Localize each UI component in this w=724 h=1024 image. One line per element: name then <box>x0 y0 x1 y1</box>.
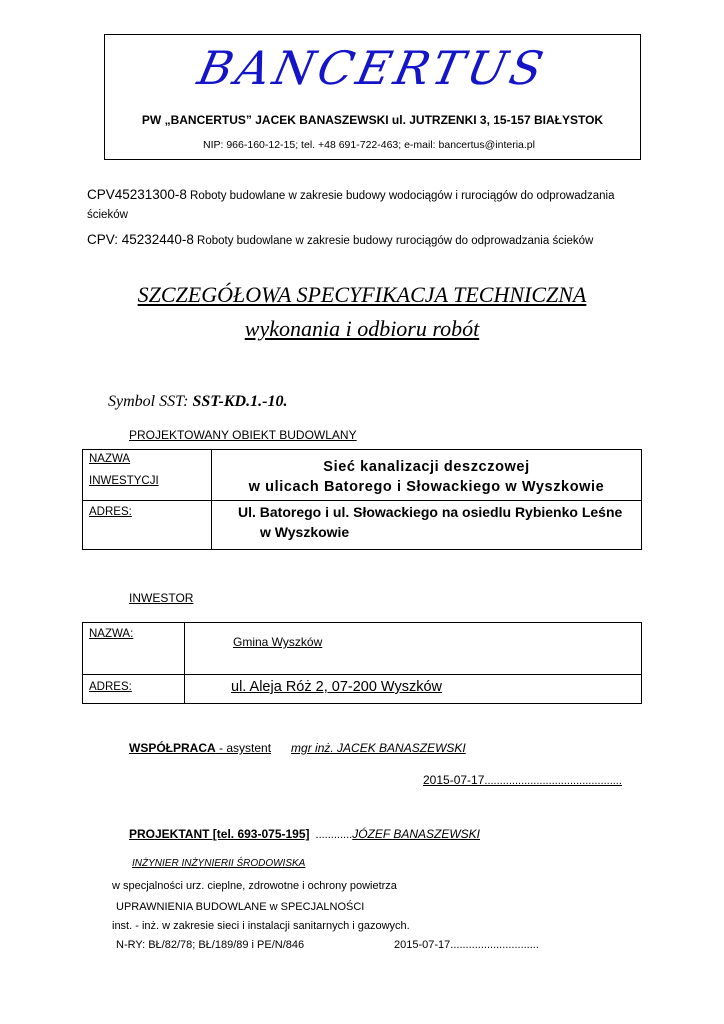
company-logo: BANCERTUS <box>193 41 552 95</box>
designer-name: JÓZEF BANASZEWSKI <box>352 827 481 841</box>
investor-name-label: NAZWA: <box>83 623 185 675</box>
investor-address-value: ul. Aleja Róż 2, 07-200 Wyszków <box>185 675 642 704</box>
company-address: PW „BANCERTUS” JACEK BANASZEWSKI ul. JUTRZENKI 3, 15-157 BIAŁYSTOK <box>141 113 604 127</box>
document-title: SZCZEGÓŁOWA SPECYFIKACJA TECHNICZNA <box>137 282 587 307</box>
designer-license: UPRAWNIENIA BUDOWLANE w SPECJALNOŚCI <box>116 901 365 913</box>
designer-specialty: w specjalności urz. cieplne, zdrowotne i ochrony powietrza <box>112 880 397 892</box>
cooperation-role: - asystent <box>215 741 272 755</box>
cooperation-label: WSPÓŁPRACA <box>129 741 216 755</box>
designer-signature <box>394 939 539 951</box>
cooperation-signature-dots: ............................................. <box>484 775 622 787</box>
investor-address-label: ADRES: <box>83 675 185 704</box>
cpv-code-2: CPV: 45232440-8 <box>87 232 194 247</box>
designer-date: 2015-07-17 <box>394 939 451 951</box>
cooperation-line <box>129 741 466 755</box>
project-heading: PROJEKTOWANY OBIEKT BUDOWLANY <box>129 428 357 442</box>
cpv-code-1: CPV45231300-8 <box>87 187 187 202</box>
designer-title: INŻYNIER INŻYNIERII ŚRODOWISKA <box>132 858 306 869</box>
cpv-line-1 <box>87 186 615 224</box>
document-subtitle: wykonania i odbioru robót <box>244 316 480 341</box>
investor-table <box>82 622 642 704</box>
designer-scope: inst. - inż. w zakresie sieci i instalacji sanitarnych i gazowych. <box>112 920 410 932</box>
cooperation-signature <box>423 773 622 787</box>
designer-label: PROJEKTANT [tel. 693-075-195] <box>129 827 310 841</box>
cpv-text-1: Roboty budowlane w zakresie budowy wodociągów i rurociągów do odprowadzania <box>186 190 615 202</box>
project-address-value: Ul. Batorego i ul. Słowackiego na osiedlu Rybienko Leśne w Wyszkowie <box>212 501 642 550</box>
designer-license-numbers: N-RY: BŁ/82/78; BŁ/189/89 i PE/N/846 <box>116 939 305 951</box>
cooperation-person: mgr inż. JACEK BANASZEWSKI <box>291 741 466 755</box>
project-address-label: ADRES: <box>83 501 212 550</box>
sst-symbol: Symbol SST: SST-KD.1.-10. <box>108 393 288 410</box>
project-name-label: NAZWA INWESTYCJI <box>83 450 212 501</box>
company-contact: NIP: 966-160-12-15; tel. +48 691-722-463; e-mail: bancertus@interia.pl <box>203 139 535 151</box>
cpv-line-2 <box>87 231 593 250</box>
cpv-text-2: Roboty budowlane w zakresie budowy rurociągów do odprowadzania ścieków <box>193 235 594 247</box>
letterhead-box <box>104 34 641 160</box>
project-table <box>82 449 642 550</box>
cooperation-date: 2015-07-17 <box>423 773 485 787</box>
cpv-text-1-cont: ścieków <box>87 209 128 221</box>
investor-name-value: Gmina Wyszków <box>185 623 642 675</box>
project-name-value: Sieć kanalizacji deszczowej w ulicach Batorego i Słowackiego w Wyszkowie <box>212 450 642 501</box>
investor-heading: INWESTOR <box>129 591 194 605</box>
sst-symbol-value: SST-KD.1.-10. <box>192 393 288 410</box>
designer-signature-dots: ............................. <box>450 939 539 951</box>
designer-dots: ............ <box>315 829 353 841</box>
designer-line <box>129 827 480 841</box>
